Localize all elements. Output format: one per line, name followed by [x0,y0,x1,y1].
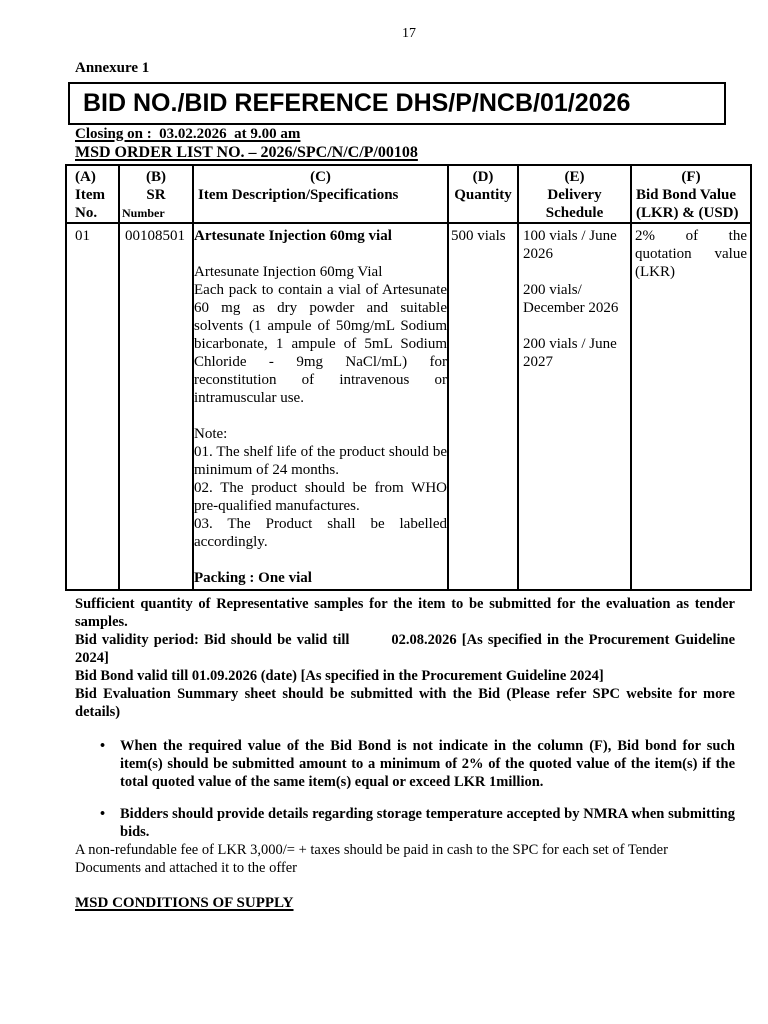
notes-section [75,595,735,912]
header-code: (F) [681,169,701,185]
quantity-value: 500 vials [451,228,506,244]
samples-note: Sufficient quantity of Representative samples for the item to be submitted for the evaluation as tender samples. [75,596,735,630]
cell-item-no [66,223,119,590]
bullet-text: Bidders should provide details regarding storage temperature accepted by NMRA when submitting bids. [120,806,735,840]
description-body: Each pack to contain a vial of Artesunate 60 mg as dry powder and suitable solvents (1 ampule of 50mg/mL Sodium bicarbonate, 1 ampule of 5mL Sodium Chloride - 9mg NaCl/mL) for reconstitution of intravenous or intramuscular use. [194,282,447,406]
closing-date-text: Closing on : 03.02.2026 at 9.00 am [75,126,301,142]
conditions-heading: MSD CONDITIONS OF SUPPLY [75,895,294,911]
header-label: Item [75,187,105,203]
sr-number-value: 00108501 [125,228,185,244]
header-label: Schedule [545,205,604,221]
item-no-value: 01 [75,228,90,244]
order-list-text: MSD ORDER LIST NO. – 2026/SPC/N/C/P/00108 [75,144,418,161]
spacer [194,407,447,425]
cell-delivery-schedule [518,223,631,590]
bid-bond-validity-note: Bid Bond valid till 01.09.2026 (date) [As specified in the Procurement Guideline 2024] [75,668,604,684]
cell-sr-number [119,223,193,590]
spacer [194,245,447,263]
table-header-row [66,165,751,223]
header-label: (LKR) & (USD) [636,205,739,221]
bid-validity-note [75,631,735,667]
packing-info: Packing : One vial [194,570,312,586]
header-label: No. [75,205,98,221]
header-code: (A) [75,169,96,185]
header-cell-delivery [518,165,631,223]
closing-date-line [75,126,300,143]
header-label: Delivery [547,187,602,203]
header-cell-description [193,165,448,223]
order-items-table [65,164,752,591]
header-cell-quantity [448,165,518,223]
description-subtitle: Artesunate Injection 60mg Vial [194,264,383,280]
header-code: (C) [310,169,331,185]
bullet-text: When the required value of the Bid Bond is not indicate in the column (F), Bid bond for such item(s) should be submitted amount to a minimum of 2% of the quoted value of the item(s) if the total quoted value of the same item(s) equal or exceed LKR 1million. [120,738,735,790]
header-label: SR [146,187,166,203]
bullet-icon: • [100,806,106,822]
fee-note: A non-refundable fee of LKR 3,000/= + taxes should be paid in cash to the SPC for each set of Tender Documents and attached it to the offer [75,842,668,876]
header-code: (B) [146,169,166,185]
cell-quantity [448,223,518,590]
header-code: (E) [564,169,585,185]
page-number: 17 [402,26,416,41]
header-label: Quantity [454,187,512,203]
description-title: Artesunate Injection 60mg vial [194,228,392,244]
note-title: Note: [194,426,228,442]
header-cell-bid-bond [631,165,751,223]
header-label: Item Description/Specifications [198,187,399,203]
annexure-label: Annexure 1 [75,60,150,76]
evaluation-summary-note: Bid Evaluation Summary sheet should be submitted with the Bid (Please refer SPC website for more details) [75,686,735,720]
note-item: 03. The Product shall be labelled accordingly. [194,516,447,550]
order-list-line [75,144,418,162]
cell-bid-bond-value [631,223,751,590]
bid-reference-box [68,82,726,125]
delivery-entry: 200 vials/ December 2026 [523,282,619,316]
bid-bond-value: 2% of the quotation value (LKR) [635,228,747,280]
note-item: 01. The shelf life of the product should be minimum of 24 months. [194,444,447,478]
header-cell-item-no [66,165,119,223]
bid-validity-label: Bid validity period: Bid should be valid till [75,632,350,648]
bid-reference-title: BID NO./BID REFERENCE DHS/P/NCB/01/2026 [83,89,631,117]
header-label: Number [122,206,165,220]
delivery-entry: 100 vials / June 2026 [523,228,617,262]
bid-validity-value: 02.08.2026 [As specified in the Procurement Guideline 2024] [75,632,735,666]
note-item: 02. The product should be from WHO pre-qualified manufactures. [194,480,447,514]
bullet-item [100,805,735,841]
spacer [194,551,447,569]
bullet-item [100,737,735,791]
header-label: Bid Bond Value [636,187,737,203]
table-row [66,223,751,590]
header-cell-sr-number [119,165,193,223]
bullet-icon: • [100,738,106,754]
cell-description [193,223,448,590]
header-code: (D) [472,169,494,185]
delivery-entry: 200 vials / June 2027 [523,336,617,370]
